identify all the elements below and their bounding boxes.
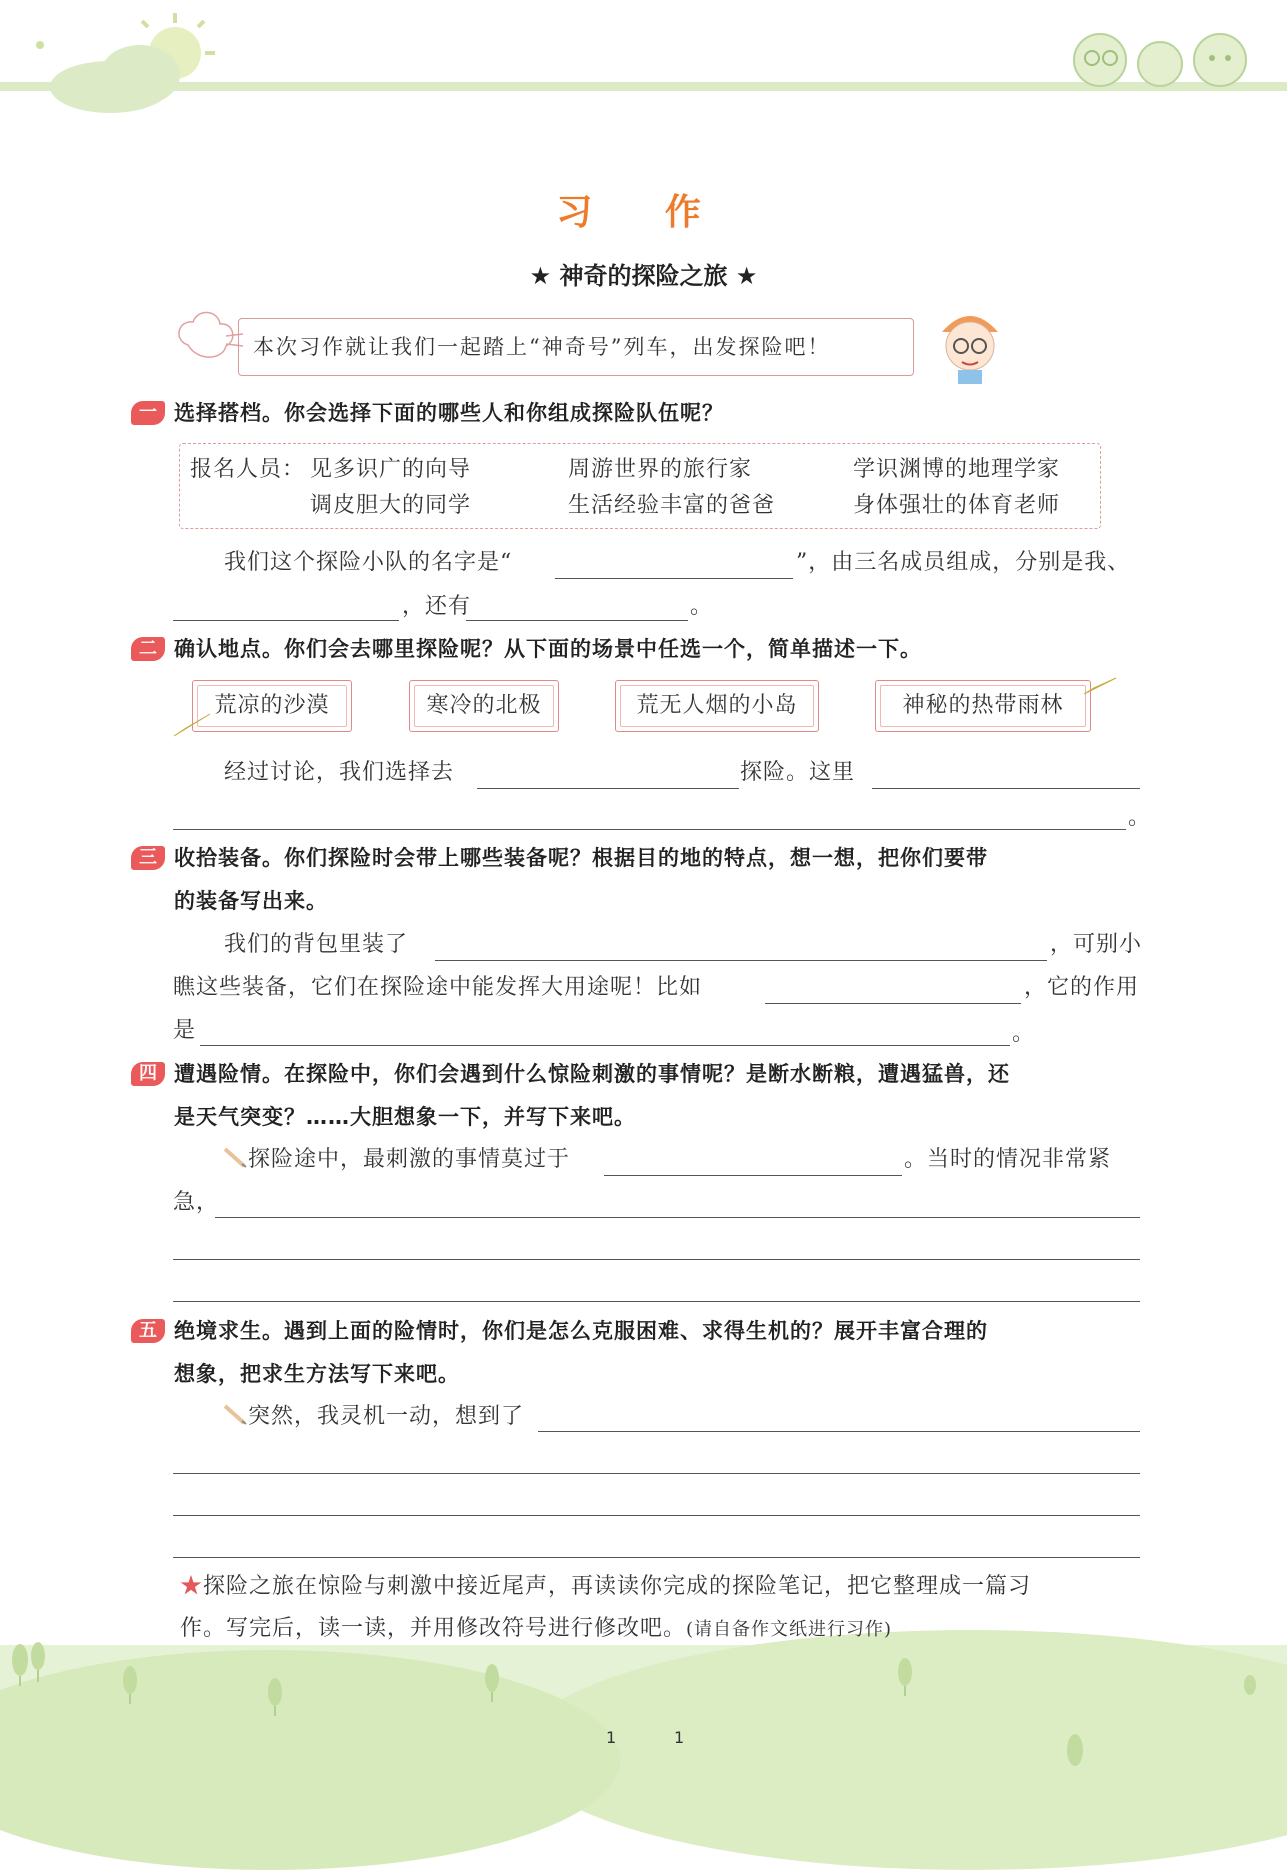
section-5-question-line1: 绝境求生。遇到上面的险情时，你们是怎么克服困难、求得生机的？展开丰富合理的 <box>174 1319 988 1343</box>
place-option[interactable]: 寒冷的北极 <box>409 680 559 732</box>
candidate-item: 周游世界的旅行家 <box>568 457 753 482</box>
s2-fill-b: 探险。这里 <box>740 760 856 785</box>
candidates-label: 报名人员： <box>190 457 306 482</box>
paper-plane-icon <box>172 710 212 740</box>
section-3-question-line1: 收拾装备。你们探险时会带上哪些装备呢？根据目的地的特点，想一想，把你们要带 <box>174 846 988 870</box>
section-2-badge: 二 <box>131 637 165 661</box>
s4-fill-a: 探险途中，最刺激的事情莫过于 <box>248 1147 571 1172</box>
paper-plane-icon <box>1082 676 1118 700</box>
place-option[interactable]: 神秘的热带雨林 <box>875 680 1091 732</box>
s1-fill-d: 。 <box>690 594 714 619</box>
section-1-question: 选择搭档。你会选择下面的哪些人和你组成探险队伍呢？ <box>174 401 724 425</box>
closing-line2: 作。写完后，读一读，并用修改符号进行修改吧。 <box>180 1616 687 1641</box>
member-1-blank[interactable] <box>173 620 399 621</box>
section-4-question-line2: 是天气突变？……大胆想象一下，并写下来吧。 <box>174 1105 636 1129</box>
animals-icon <box>1060 20 1270 90</box>
s1-fill-c: ，还有 <box>402 594 472 619</box>
candidate-box <box>179 443 1101 529</box>
page-title: 习 作 <box>556 192 731 233</box>
trees-icon <box>0 1630 1287 1789</box>
s2-fill-end: 。 <box>1128 805 1152 830</box>
equipment-blank[interactable] <box>435 960 1047 961</box>
intro-bubble: 本次习作就让我们一起踏上“神奇号”列车，出发探险吧！ <box>238 318 914 376</box>
place-option[interactable]: 荒无人烟的小岛 <box>615 680 819 732</box>
situation-blank[interactable] <box>215 1217 1140 1218</box>
s1-fill-b: ”，由三名成员组成，分别是我、 <box>796 550 1131 575</box>
section-3-question-line2: 的装备写出来。 <box>174 889 328 913</box>
child-avatar-icon <box>930 300 1010 385</box>
s4-fill-b: 。当时的情况非常紧 <box>904 1147 1112 1172</box>
closing-line1-wrap <box>180 1566 1031 1608</box>
candidate-item: 身体强壮的体育老师 <box>853 493 1061 518</box>
s3-fill-d: ，它的作用 <box>1024 975 1140 1000</box>
pencil-icon <box>222 1146 248 1168</box>
closing-line2-wrap <box>180 1608 892 1651</box>
section-5-badge: 五 <box>131 1319 165 1343</box>
writing-line[interactable] <box>173 1259 1140 1260</box>
description-blank-2[interactable] <box>173 829 1126 830</box>
page-subtitle: ★ 神奇的探险之旅 ★ <box>529 262 758 290</box>
member-2-blank[interactable] <box>466 620 688 621</box>
s3-fill-e: 是 <box>173 1018 197 1043</box>
section-4-question-line1: 遭遇险情。在探险中，你们会遇到什么惊险刺激的事情呢？是断水断粮，遭遇猛兽，还 <box>174 1062 1010 1086</box>
section-3-badge: 三 <box>131 846 165 870</box>
description-blank[interactable] <box>872 788 1140 789</box>
candidate-item: 学识渊博的地理学家 <box>853 457 1061 482</box>
page-number: 1 <box>674 1728 685 1747</box>
section-2-question: 确认地点。你们会去哪里探险呢？从下面的场景中任选一个，简单描述一下。 <box>174 637 922 661</box>
s4-fill-c: 急， <box>173 1190 220 1215</box>
closing-star-icon: ★ <box>180 1574 204 1599</box>
writing-line[interactable] <box>173 1515 1140 1516</box>
survival-idea-blank[interactable] <box>538 1431 1140 1432</box>
place-option[interactable]: 荒凉的沙漠 <box>192 680 352 732</box>
section-4-badge: 四 <box>131 1062 165 1086</box>
example-blank[interactable] <box>765 1003 1021 1004</box>
s3-fill-c: 瞧这些装备，它们在探险途中能发挥大用途呢！比如 <box>173 975 703 1000</box>
writing-line[interactable] <box>173 1301 1140 1302</box>
candidate-item: 调皮胆大的同学 <box>310 493 472 518</box>
s3-fill-a: 我们的背包里装了 <box>224 932 409 957</box>
candidate-item: 生活经验丰富的爸爸 <box>568 493 776 518</box>
s1-fill-a: 我们这个探险小队的名字是“ <box>224 550 513 575</box>
team-name-blank[interactable] <box>555 578 793 579</box>
closing-note: (请自备作文纸进行习作) <box>686 1619 893 1640</box>
page-number: 1 <box>606 1728 617 1747</box>
s3-fill-b: ，可别小 <box>1050 932 1143 957</box>
writing-line[interactable] <box>173 1557 1140 1558</box>
s3-fill-end: 。 <box>1012 1021 1036 1046</box>
sun-cloud-icon <box>20 5 220 115</box>
section-5-question-line2: 想象，把求生方法写下来吧。 <box>174 1362 460 1386</box>
s5-fill-a: 突然，我灵机一动，想到了 <box>248 1404 525 1429</box>
closing-line1: 探险之旅在惊险与刺激中接近尾声，再读读你完成的探险笔记，把它整理成一篇习 <box>203 1574 1032 1599</box>
section-1-badge: 一 <box>131 401 165 425</box>
destination-blank[interactable] <box>477 788 739 789</box>
s2-fill-a: 经过讨论，我们选择去 <box>224 760 455 785</box>
exciting-event-blank[interactable] <box>604 1175 902 1176</box>
pencil-icon <box>222 1403 248 1425</box>
function-blank[interactable] <box>200 1045 1010 1046</box>
speech-swirl-icon <box>168 300 248 380</box>
candidate-item: 见多识广的向导 <box>310 457 472 482</box>
writing-line[interactable] <box>173 1473 1140 1474</box>
